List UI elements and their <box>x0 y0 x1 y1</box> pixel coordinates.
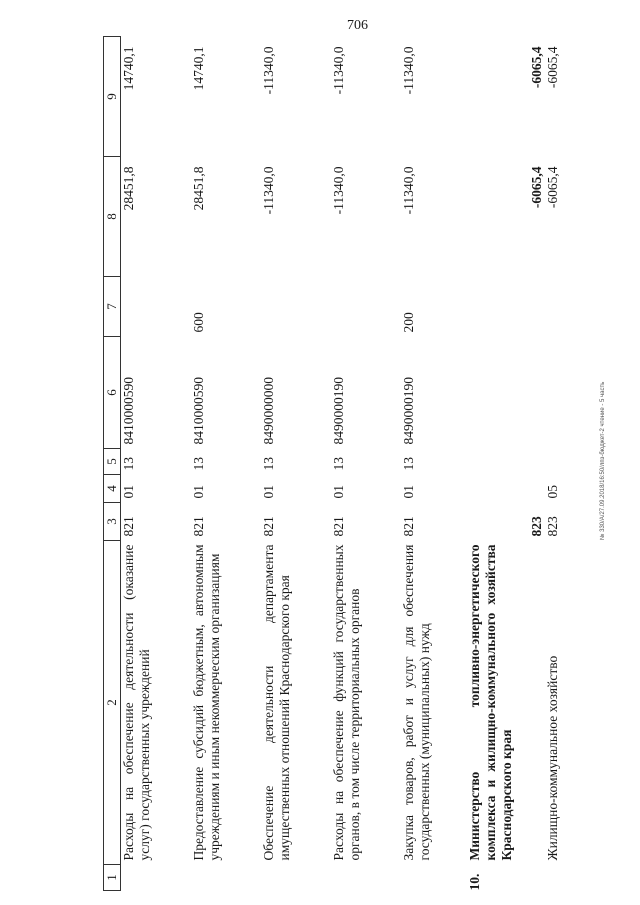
row-pr <box>467 449 545 475</box>
row-csr: 8410000590 <box>191 377 206 445</box>
row-sum-2: -6065,4 <box>545 46 560 89</box>
row-rz: 01 <box>401 485 416 499</box>
row-number <box>545 865 585 891</box>
row-vr <box>331 277 401 337</box>
budget-table <box>103 36 585 891</box>
row-rz: 01 <box>261 485 276 499</box>
header-col-1: 1 <box>104 865 121 891</box>
row-csr: 8490000000 <box>261 377 276 445</box>
row-pr: 13 <box>401 457 416 471</box>
row-pr: 13 <box>191 457 206 471</box>
row-sum-1: -6065,4 <box>545 166 560 209</box>
row-csr: 8490000190 <box>331 377 346 445</box>
row-pr: 13 <box>121 457 136 471</box>
row-pr: 13 <box>261 457 276 471</box>
row-number <box>191 865 261 891</box>
row-sum-1: -11340,0 <box>401 166 416 215</box>
table-row <box>331 37 401 891</box>
row-sum-2: 14740,1 <box>121 46 136 91</box>
row-csr: 8490000190 <box>401 377 416 445</box>
header-col-5: 5 <box>104 449 121 475</box>
row-csr <box>467 337 545 449</box>
row-ved: 821 <box>401 516 416 537</box>
row-name: Обеспечение деятельности департамента имущественных отношений Краснодарского края <box>261 544 292 861</box>
row-rz: 01 <box>191 485 206 499</box>
row-sum-1: -11340,0 <box>261 166 276 215</box>
row-vr: 200 <box>401 312 416 333</box>
row-pr <box>545 449 585 475</box>
row-ved: 821 <box>331 516 346 537</box>
row-sum-2: 14740,1 <box>191 46 206 91</box>
header-col-8: 8 <box>104 157 121 277</box>
header-col-4: 4 <box>104 475 121 503</box>
rotated-table-wrapper <box>103 37 583 891</box>
row-number <box>121 865 192 891</box>
row-rz: 01 <box>121 485 136 499</box>
row-number <box>331 865 401 891</box>
row-sum-1: 28451,8 <box>191 166 206 211</box>
row-ved: 823 <box>545 516 560 537</box>
row-pr: 13 <box>331 457 346 471</box>
table-row <box>191 37 261 891</box>
header-col-3: 3 <box>104 503 121 541</box>
row-rz <box>467 475 545 503</box>
row-rz: 01 <box>331 485 346 499</box>
row-vr <box>261 277 331 337</box>
row-ved: 821 <box>261 516 276 537</box>
row-name: Жилищно-коммунальное хозяйство <box>545 655 560 861</box>
row-sum-1: -6065,4 <box>529 166 544 209</box>
row-csr <box>545 337 585 449</box>
header-col-6: 6 <box>104 337 121 449</box>
side-note: № 330/A/27.09.2018/16:50/лпз-бюджет-2 чтение - 5 часть <box>600 381 606 540</box>
row-ved: 823 <box>529 516 544 537</box>
row-name: Закупка товаров, работ и услуг для обеспечения государственных (муниципальных) нужд <box>401 544 432 861</box>
row-vr <box>467 277 545 337</box>
row-vr: 600 <box>191 312 206 333</box>
row-name: Предоставление субсидий бюджетным, автономным учреждениям и иным некоммерческим организациям <box>191 544 222 861</box>
table-row <box>261 37 331 891</box>
row-rz: 05 <box>545 485 560 499</box>
table-row <box>121 37 192 891</box>
header-col-2: 2 <box>104 541 121 865</box>
row-number: 10. <box>467 873 482 891</box>
row-csr: 8410000590 <box>121 377 136 445</box>
table-row <box>401 37 467 891</box>
row-sum-1: 28451,8 <box>121 166 136 211</box>
row-sum-1: -11340,0 <box>331 166 346 215</box>
row-ved: 821 <box>121 516 136 537</box>
page-number: 706 <box>347 18 368 33</box>
row-ved: 821 <box>191 516 206 537</box>
row-number <box>401 865 467 891</box>
header-row <box>104 37 121 891</box>
row-number <box>261 865 331 891</box>
row-sum-2: -11340,0 <box>261 46 276 95</box>
row-name: Расходы на обеспечение деятельности (оказание услуг) государственных учреждений <box>121 544 152 861</box>
row-name: Расходы на обеспечение функций государственных органов, в том числе территориальных органов <box>331 544 362 861</box>
row-sum-2: -6065,4 <box>529 46 544 89</box>
table-row-ministry <box>467 37 545 891</box>
row-name: Министерство топливно-энергетического комплекса и жилищно-коммунального хозяйства Краснодарского края <box>467 544 514 861</box>
header-col-9: 9 <box>104 37 121 157</box>
row-sum-2: -11340,0 <box>401 46 416 95</box>
row-vr <box>121 277 192 337</box>
table-row <box>545 37 585 891</box>
row-vr <box>545 277 585 337</box>
row-sum-2: -11340,0 <box>331 46 346 95</box>
header-col-7: 7 <box>104 277 121 337</box>
